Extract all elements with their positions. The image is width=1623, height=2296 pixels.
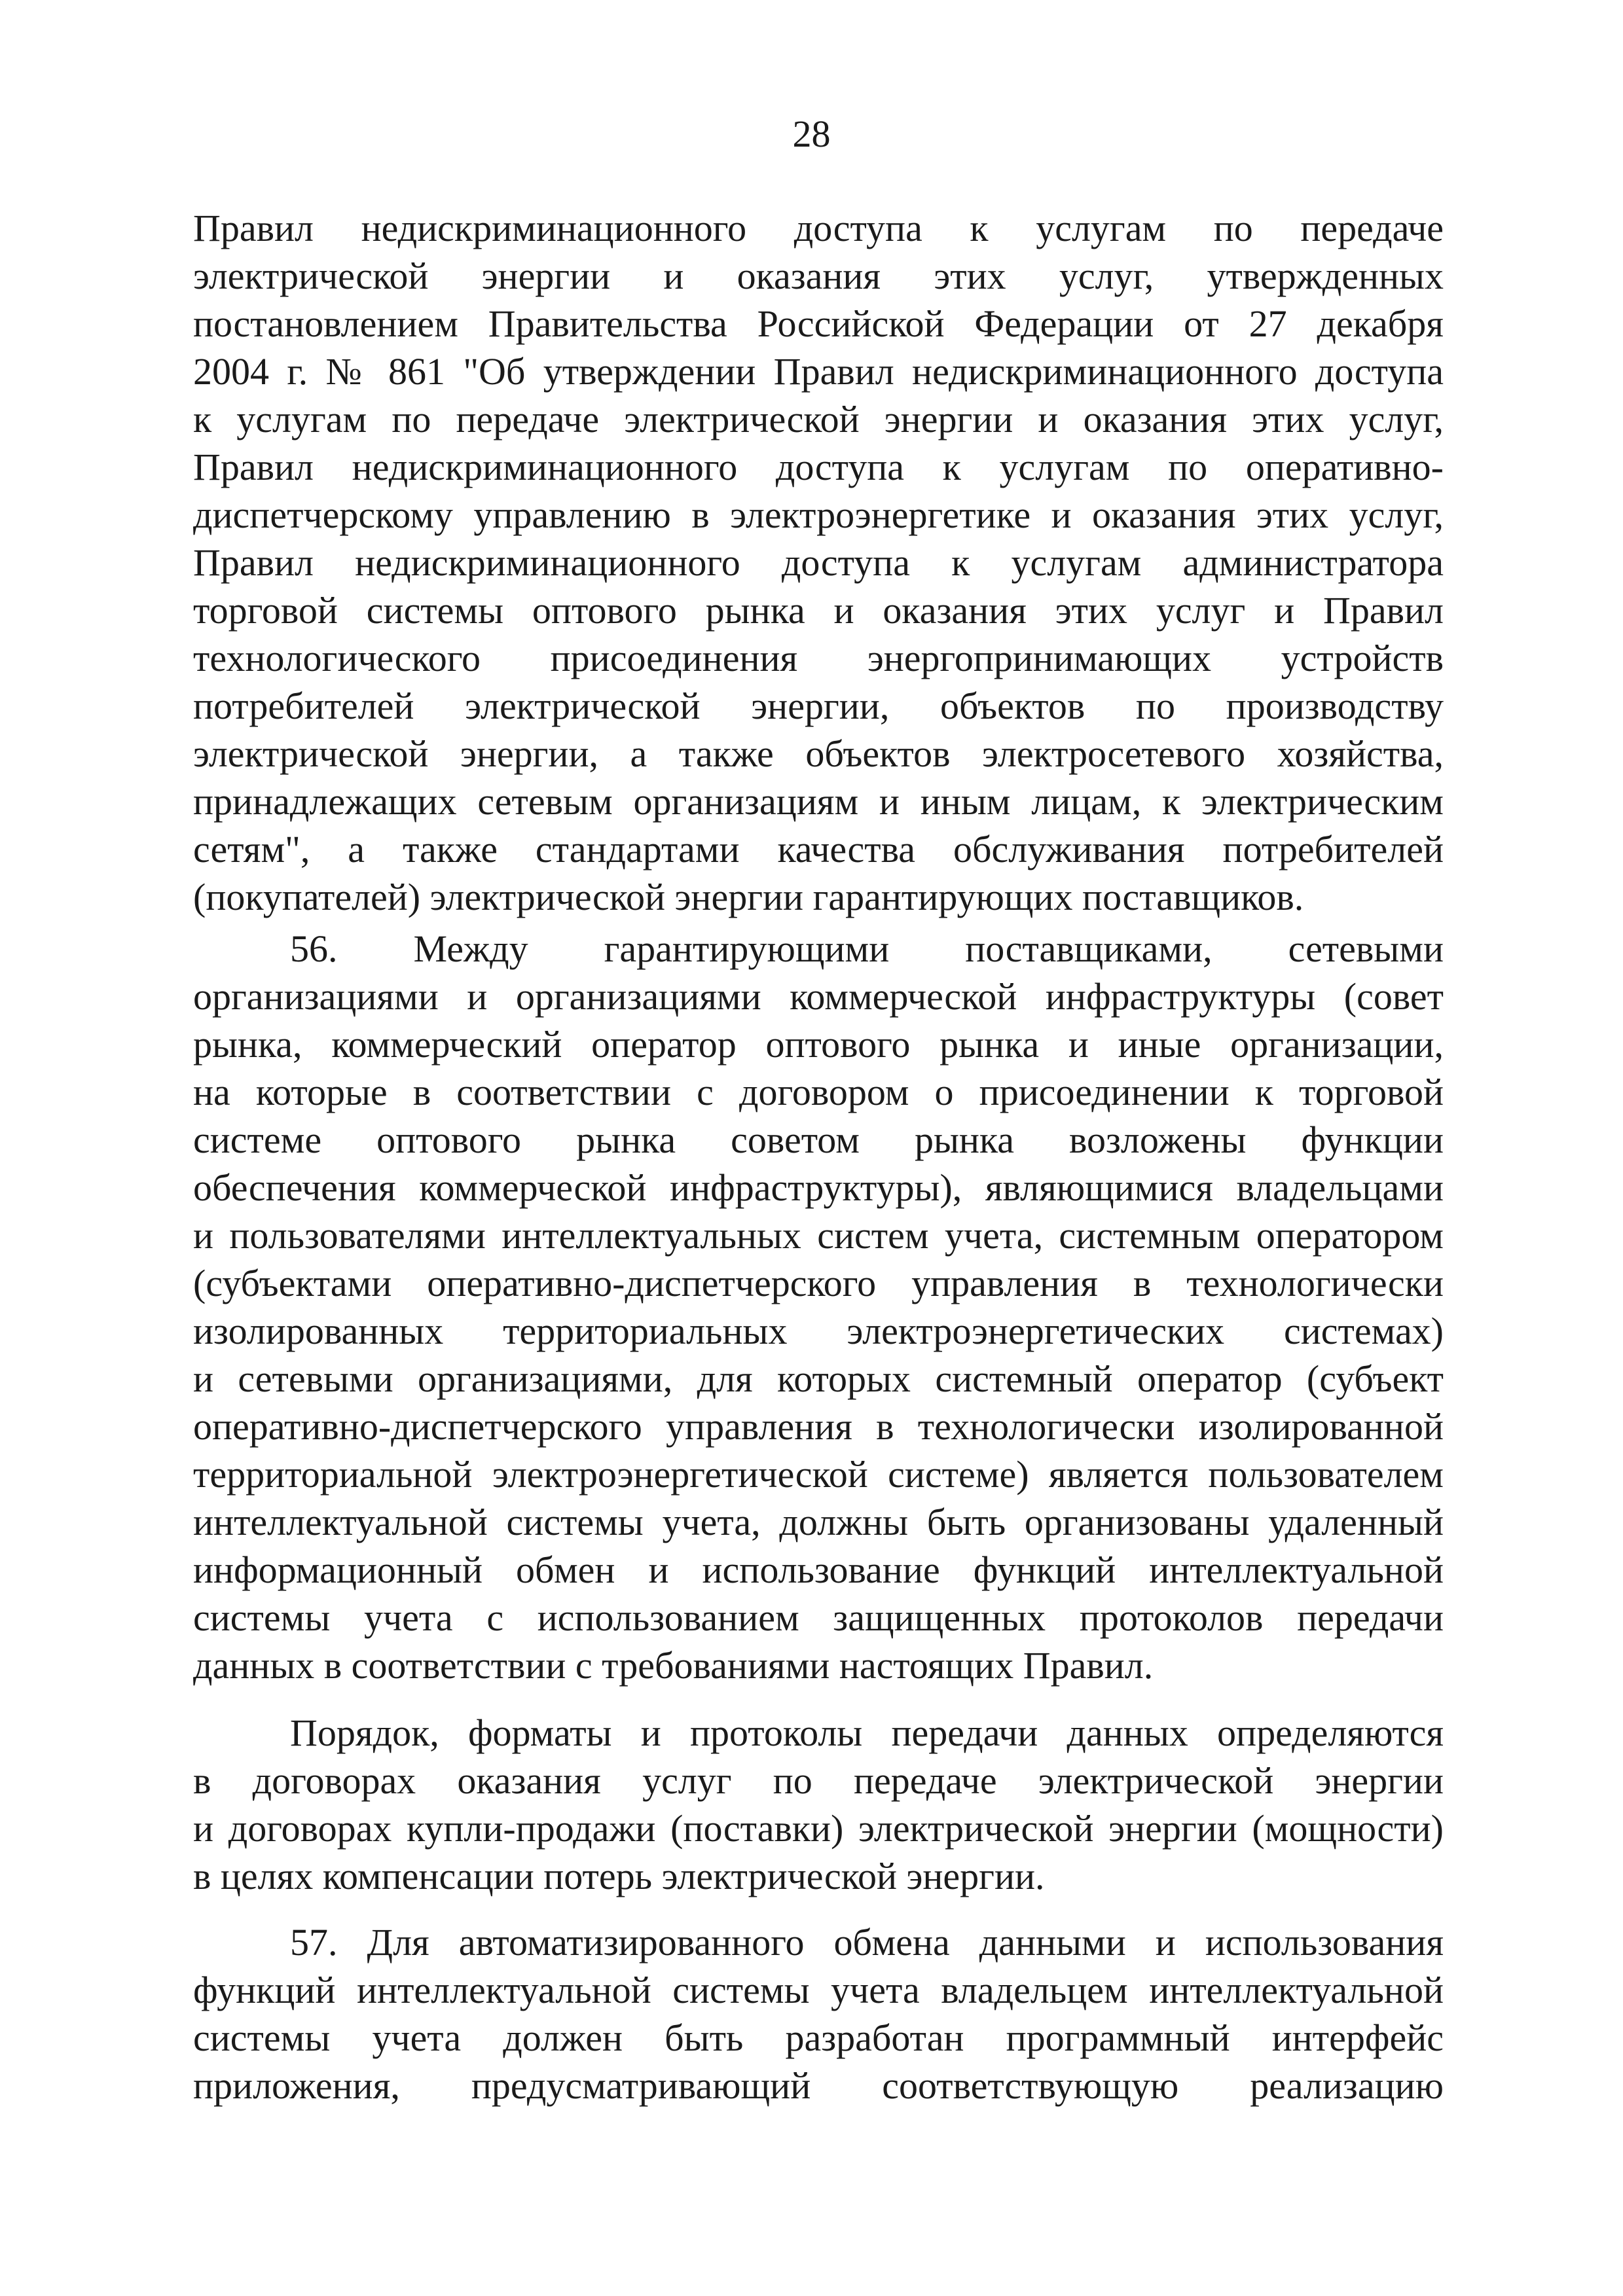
text-line: рынка, коммерческий оператор оптового рынка и иные организации, [193,1023,1444,1066]
text-line: системе оптового рынка советом рынка возложены функции [193,1119,1444,1161]
text-line: (покупателей) электрической энергии гарантирующих поставщиков. [193,876,1304,918]
paragraph-57 [193,1918,1444,2109]
paragraph-continuation [193,204,1444,921]
text-line: изолированных территориальных электроэнергетических системах) [193,1310,1444,1352]
paragraph-order [193,1709,1444,1900]
text-line: 57. Для автоматизированного обмена данными и использования [290,1921,1444,1964]
text-line: сетям", а также стандартами качества обслуживания потребителей [193,828,1444,870]
text-line: Порядок, форматы и протоколы передачи данных определяются [290,1712,1444,1754]
page-number: 28 [792,113,831,155]
text-line: 56. Между гарантирующими поставщиками, сетевыми [290,927,1444,970]
text-line: технологического присоединения энергопринимающих устройств [193,637,1444,679]
text-line: оперативно-диспетчерского управления в технологически изолированной [193,1405,1444,1448]
text-line: интеллектуальной системы учета, должны быть организованы удаленный [193,1501,1444,1543]
text-line: Правил недискриминационного доступа к услугам администратора [193,541,1444,584]
text-line: (субъектами оперативно-диспетчерского управления в технологически [193,1262,1444,1304]
text-line: территориальной электроэнергетической системе) является пользователем [193,1453,1444,1496]
text-line: в целях компенсации потерь электрической энергии. [193,1855,1045,1897]
text-line: системы учета с использованием защищенных протоколов передачи [193,1596,1444,1639]
text-line: приложения, предусматривающий соответствующую реализацию [193,2064,1444,2107]
text-line: диспетчерскому управлению в электроэнергетике и оказания этих услуг, [193,493,1444,536]
text-line: постановлением Правительства Российской Федерации от 27 декабря [193,302,1444,345]
text-line: организациями и организациями коммерческой инфраструктуры (совет [193,975,1444,1018]
text-line: на которые в соответствии с договором о присоединении к торговой [193,1071,1444,1113]
text-line: электрической энергии и оказания этих услуг, утвержденных [193,255,1444,297]
text-line: Правил недискриминационного доступа к услугам по передаче [193,207,1444,249]
text-line: и сетевыми организациями, для которых системный оператор (субъект [193,1357,1444,1400]
text-line: обеспечения коммерческой инфраструктуры), являющимися владельцами [193,1166,1444,1209]
text-line: в договорах оказания услуг по передаче электрической энергии [193,1759,1444,1802]
text-line: и пользователями интеллектуальных систем учета, системным оператором [193,1214,1444,1257]
text-line: и договорах купли-продажи (поставки) электрической энергии (мощности) [193,1807,1444,1850]
text-line: потребителей электрической энергии, объектов по производству [193,685,1444,727]
text-line: функций интеллектуальной системы учета владельцем интеллектуальной [193,1969,1444,2011]
text-line: информационный обмен и использование функций интеллектуальной [193,1549,1444,1591]
text-line: к услугам по передаче электрической энергии и оказания этих услуг, [193,398,1444,440]
text-line: 2004 г. № 861 "Об утверждении Правил недискриминационного доступа [193,350,1444,393]
text-line: системы учета должен быть разработан программный интерфейс [193,2017,1444,2059]
paragraph-56 [193,925,1444,1689]
text-line: электрической энергии, а также объектов электросетевого хозяйства, [193,732,1444,775]
document-body [193,204,1444,2109]
text-line: данных в соответствии с требованиями настоящих Правил. [193,1644,1154,1687]
text-line: Правил недискриминационного доступа к услугам по оперативно- [193,446,1444,488]
text-line: торговой системы оптового рынка и оказания этих услуг и Правил [193,589,1444,632]
text-line: принадлежащих сетевым организациям и иным лицам, к электрическим [193,780,1444,823]
